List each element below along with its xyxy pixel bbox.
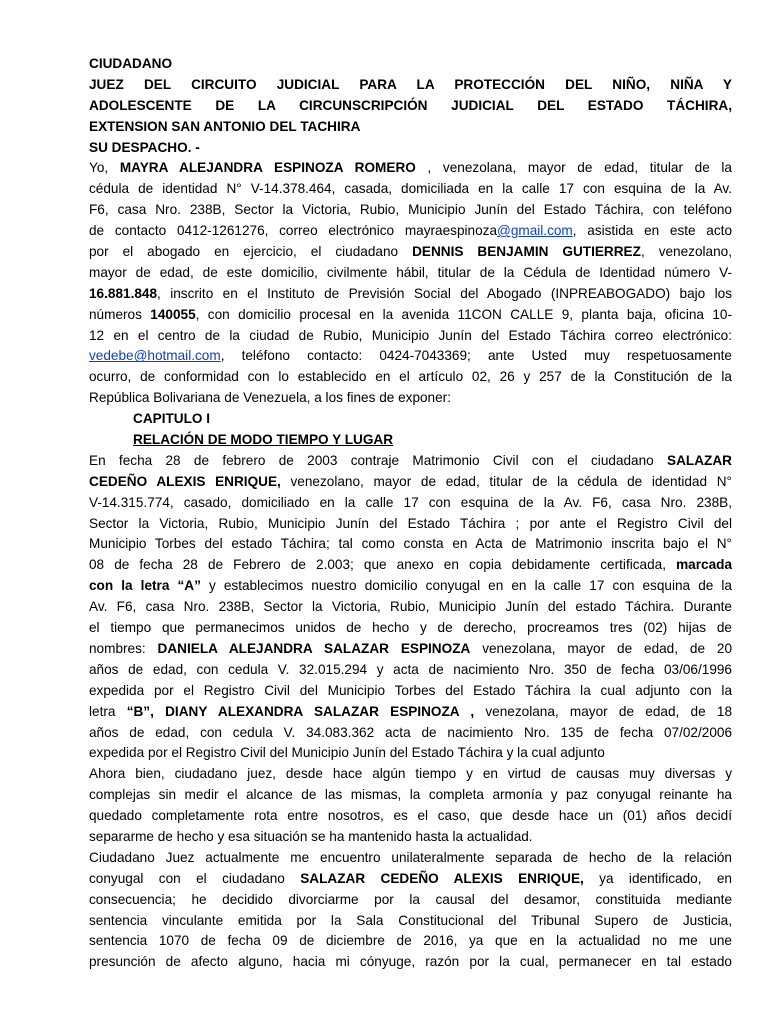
intro-line: ocurro, de conformidad con lo establecido en el artículo 02, 26 y 257 de la Constitución de la bbox=[89, 369, 732, 385]
child-name: “B”, DIANY ALEXANDRA SALAZAR ESPINOZA , bbox=[126, 703, 475, 719]
intro-line: F6, casa Nro. 238B, Sector la Victoria, Rubio, Municipio Junín del Estado Táchira, con teléfono bbox=[89, 202, 732, 218]
text: nombres: bbox=[89, 640, 158, 656]
body-line: Sector la Victoria, Rubio, Municipio Junín del Estado Táchira ; por ante el Registro Civil del bbox=[89, 515, 732, 531]
text: , venezolano, bbox=[640, 244, 732, 260]
text: , teléfono contacto: 0424-7043369; ante Usted muy respetuosamente bbox=[220, 348, 732, 364]
text: números bbox=[89, 306, 151, 322]
body-line: complejas sin medir el alcance de las mismas, la completa armonía y paz conyugal reinante ha bbox=[89, 787, 732, 803]
spouse-name: CEDEÑO ALEXIS ENRIQUE, bbox=[89, 473, 281, 489]
text: por el abogado en ejercicio, el ciudadano bbox=[89, 244, 413, 260]
text: ya identificado, en bbox=[583, 870, 732, 886]
text: letra bbox=[89, 703, 127, 719]
body-line bbox=[89, 702, 732, 723]
intro-line: 12 en el centro de la ciudad de Rubio, Municipio Junín del Estado Táchira correo electrónico: bbox=[89, 327, 732, 343]
text: venezolano, mayor de edad, titular de la cédula de identidad N° bbox=[280, 473, 732, 489]
intro-line bbox=[89, 305, 732, 326]
body-line: sentencia vinculante emitida por la Sala Constitucional del Tribunal Supero de Justicia, bbox=[89, 912, 732, 928]
body-line: años de edad, con cedula V. 32.015.294 y acta de nacimiento Nro. 350 de fecha 03/06/1996 bbox=[89, 661, 732, 677]
body-line: presunción de afecto alguno, hacia mi cónyuge, razón por la cual, permanecer en tal estado bbox=[89, 954, 732, 970]
body-line bbox=[89, 472, 732, 493]
text: de contacto 0412-1261276, correo electrónico mayraespinoza bbox=[89, 223, 498, 239]
text: , con domicilio procesal en la avenida 11CON CALLE 9, planta baja, oficina 10- bbox=[195, 306, 732, 322]
body-line: Av. F6, casa Nro. 238B, Sector la Victoria, Rubio, Municipio Junín del estado Táchira. Durante bbox=[89, 599, 732, 615]
text: En fecha 28 de febrero de 2003 contraje Matrimonio Civil con el ciudadano bbox=[89, 452, 668, 468]
body-line bbox=[89, 639, 732, 660]
text: venezolana, mayor de edad, de 18 bbox=[474, 703, 732, 719]
body-line: separarme de hecho y esa situación se ha mantenido hasta la actualidad. bbox=[89, 828, 533, 844]
text: y establecimos nuestro domicilio conyugal en en la calle 17 con esquina de la bbox=[200, 578, 732, 594]
body-line: Ahora bien, ciudadano juez, desde hace algún tiempo y en virtud de causas muy diversas y bbox=[89, 766, 732, 782]
addressee: CIUDADANO bbox=[89, 56, 173, 71]
child-name: DANIELA ALEJANDRA SALAZAR ESPINOZA bbox=[157, 640, 471, 656]
body-line: expedida por el Registro Civil del Municipio Junín del Estado Táchira y la cual adjunto bbox=[89, 745, 605, 761]
intro-line bbox=[89, 221, 732, 242]
text: 08 de fecha 28 de Febrero de 2.003; que anexo en copia debidamente certificada, bbox=[89, 557, 677, 573]
body-line bbox=[89, 869, 732, 890]
body-line: quedado completamente rota entre nosotros, es el caso, que desde hace un (01) años decidí bbox=[89, 808, 732, 824]
text: , venezolana, mayor de edad, titular de la bbox=[415, 160, 732, 176]
intro-line: cédula de identidad N° V-14.378.464, casada, domiciliada en la calle 17 con esquina de la Av. bbox=[89, 181, 732, 197]
body-line: Municipio Torbes del estado Táchira; tal como consta en Acta de Matrimonio inscrita bajo el N° bbox=[89, 536, 732, 552]
body-line bbox=[89, 451, 732, 472]
body-line: sentencia 1070 de fecha 09 de diciembre de 2016, ya que en la actualidad no me une bbox=[89, 933, 732, 949]
exhibit-marker: con la letra “A” bbox=[89, 578, 201, 594]
document-page bbox=[89, 54, 732, 973]
chapter-subtitle: RELACIÓN DE MODO TIEMPO Y LUGAR bbox=[133, 432, 394, 448]
intro-line: mayor de edad, de este domicilio, civilmente hábil, titular de la Cédula de Identidad número V- bbox=[89, 264, 732, 280]
spouse-name: SALAZAR bbox=[667, 452, 732, 468]
body-line bbox=[89, 555, 732, 576]
body-line: expedida por el Registro Civil del Municipio Torbes del Estado Táchira la cual adjunto con la bbox=[89, 682, 732, 698]
intro-line: República Bolivariana de Venezuela, a los fines de exponer: bbox=[89, 390, 451, 406]
body-line bbox=[89, 576, 732, 597]
court-name-line-2: ADOLESCENTE DE LA CIRCUNSCRIPCIÓN JUDICIAL DEL ESTADO TÁCHIRA, bbox=[89, 97, 732, 113]
court-name-line-1: JUEZ DEL CIRCUITO JUDICIAL PARA LA PROTECCIÓN DEL NIÑO, NIÑA Y bbox=[89, 76, 732, 92]
inpreabogado-number: 140055 bbox=[150, 306, 196, 322]
text: Yo, bbox=[89, 160, 120, 176]
lawyer-name: DENNIS BENJAMIN GUTIERREZ bbox=[412, 244, 641, 260]
intro-line bbox=[89, 346, 732, 367]
su-despacho: SU DESPACHO. - bbox=[89, 139, 200, 155]
exhibit-marker: marcada bbox=[676, 557, 732, 573]
email-link[interactable]: @gmail.com bbox=[497, 223, 573, 239]
petitioner-name: MAYRA ALEJANDRA ESPINOZA ROMERO bbox=[119, 160, 416, 176]
body-line: V-14.315.774, casado, domiciliado en la calle 17 con esquina de la Av. F6, casa Nro. 238B, bbox=[89, 494, 732, 510]
body-line: Ciudadano Juez actualmente me encuentro unilateralmente separada de hecho de la relación bbox=[89, 849, 732, 865]
spouse-name: SALAZAR CEDEÑO ALEXIS ENRIQUE, bbox=[300, 870, 584, 886]
body-line: consecuencia; he decidido divorciarme por la causal del desamor, constituida mediante bbox=[89, 891, 732, 907]
text: , inscrito en el Instituto de Previsión Social del Abogado (INPREABOGADO) bajo los bbox=[157, 285, 732, 301]
lawyer-email-link[interactable]: vedebe@hotmail.com bbox=[89, 348, 221, 364]
text: venezolana, mayor de edad, de 20 bbox=[470, 640, 732, 656]
chapter-title: CAPITULO I bbox=[133, 411, 211, 427]
body-line: el tiempo que permanecimos unidos de hecho y de derecho, procreamos tres (02) hijas de bbox=[89, 620, 732, 636]
lawyer-id-number: 16.881.848 bbox=[89, 285, 158, 301]
court-name-line-3: EXTENSION SAN ANTONIO DEL TACHIRA bbox=[89, 118, 361, 134]
intro-line bbox=[89, 284, 732, 305]
intro-line bbox=[89, 158, 732, 179]
text: conyugal con el ciudadano bbox=[89, 870, 301, 886]
body-line: años de edad, con cedula V. 34.083.362 acta de nacimiento Nro. 135 de fecha 07/02/2006 bbox=[89, 724, 732, 740]
intro-line bbox=[89, 242, 732, 263]
text: , asistida en este acto bbox=[572, 223, 732, 239]
